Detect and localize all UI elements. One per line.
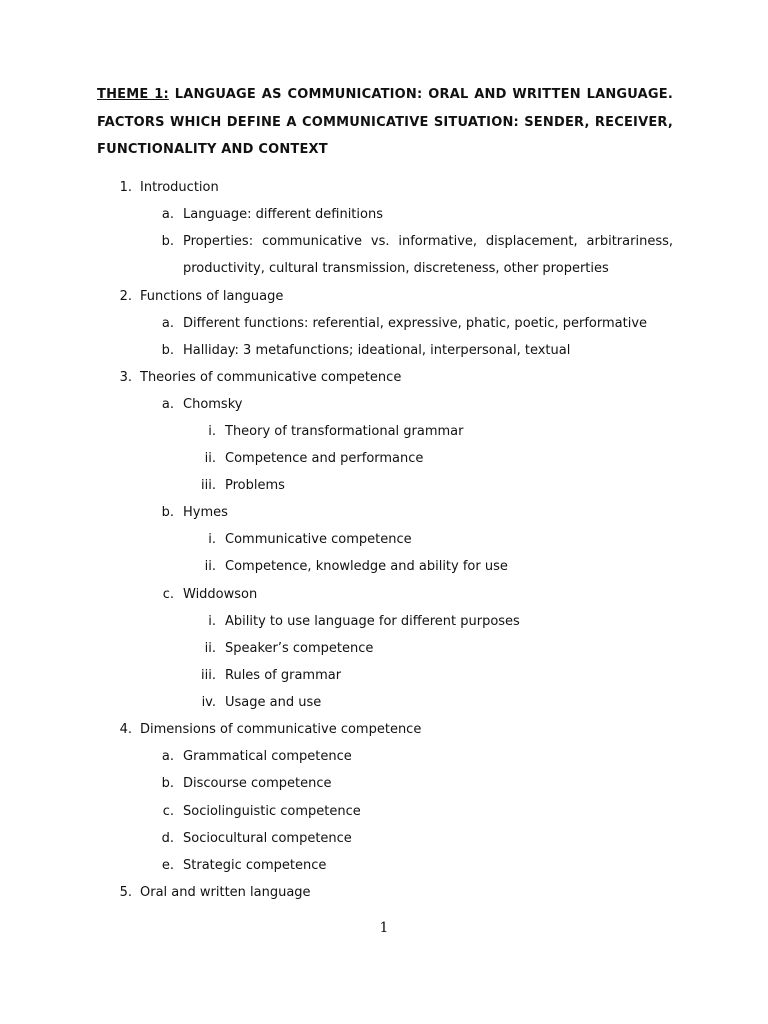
outline-marker: iii. — [201, 478, 216, 493]
theme-label: THEME 1: — [97, 87, 169, 102]
outline-marker: ii. — [204, 451, 216, 466]
outline-marker: ii. — [204, 641, 216, 656]
outline-text: Problems — [225, 478, 285, 493]
title-line-2: FACTORS WHICH DEFINE A COMMUNICATIVE SITUATION: SENDER, RECEIVER, — [97, 115, 673, 130]
outline-text: Oral and written language — [140, 885, 311, 900]
outline-marker: i. — [208, 532, 216, 547]
outline-marker: iv. — [201, 695, 216, 710]
outline-marker: e. — [161, 858, 174, 873]
outline-marker: 2. — [119, 289, 132, 304]
outline-marker: a. — [161, 749, 174, 764]
outline-marker: a. — [161, 316, 174, 331]
outline-marker: iii. — [201, 668, 216, 683]
outline-text: Strategic competence — [183, 858, 327, 873]
outline-marker: a. — [161, 397, 174, 412]
outline-text: Theory of transformational grammar — [225, 424, 464, 439]
outline-text: Rules of grammar — [225, 668, 342, 683]
outline-marker: i. — [208, 614, 216, 629]
outline-marker: a. — [161, 207, 174, 222]
title-line-1 — [97, 87, 673, 102]
title-text-1: LANGUAGE AS COMMUNICATION: ORAL AND WRITTEN LANGUAGE. — [174, 87, 673, 102]
outline-text: Widdowson — [183, 587, 258, 602]
outline-marker: b. — [161, 776, 174, 791]
outline-text: Language: different definitions — [183, 207, 383, 222]
title-line-3: FUNCTIONALITY AND CONTEXT — [97, 142, 328, 157]
outline-text: Speaker’s competence — [225, 641, 374, 656]
outline-marker: 1. — [119, 180, 132, 195]
outline-text: Sociolinguistic competence — [183, 804, 361, 819]
outline-marker: ii. — [204, 559, 216, 574]
outline-text: Chomsky — [183, 397, 243, 412]
outline-text: Halliday: 3 metafunctions; ideational, interpersonal, textual — [183, 343, 571, 358]
outline-text: Competence and performance — [225, 451, 424, 466]
outline-marker: c. — [162, 587, 174, 602]
outline-text-1b-continued: productivity, cultural transmission, discreteness, other properties — [183, 261, 609, 276]
outline-marker: d. — [161, 831, 174, 846]
outline-text: Sociocultural competence — [183, 831, 352, 846]
outline-text: Introduction — [140, 180, 219, 195]
outline-marker: c. — [162, 804, 174, 819]
outline-marker: b. — [161, 234, 174, 249]
outline-text: Functions of language — [140, 289, 284, 304]
outline-marker: i. — [208, 424, 216, 439]
outline-marker: 3. — [119, 370, 132, 385]
outline-text: Communicative competence — [225, 532, 412, 547]
outline-text: Usage and use — [225, 695, 322, 710]
outline-text: Dimensions of communicative competence — [140, 722, 422, 737]
outline-marker: b. — [161, 343, 174, 358]
outline-text: Discourse competence — [183, 776, 332, 791]
outline-marker: 4. — [119, 722, 132, 737]
page-number: 1 — [379, 920, 389, 936]
outline-text: Ability to use language for different purposes — [225, 614, 520, 629]
outline-text-1b: Properties: communicative vs. informative, displacement, arbitrariness, — [183, 234, 673, 249]
outline-marker: b. — [161, 505, 174, 520]
outline-marker: 5. — [119, 885, 132, 900]
outline-text: Grammatical competence — [183, 749, 352, 764]
outline-text: Competence, knowledge and ability for use — [225, 559, 508, 574]
outline-text: Different functions: referential, expressive, phatic, poetic, performative — [183, 316, 648, 331]
outline-text: Hymes — [183, 505, 228, 520]
outline-text: Theories of communicative competence — [140, 370, 402, 385]
